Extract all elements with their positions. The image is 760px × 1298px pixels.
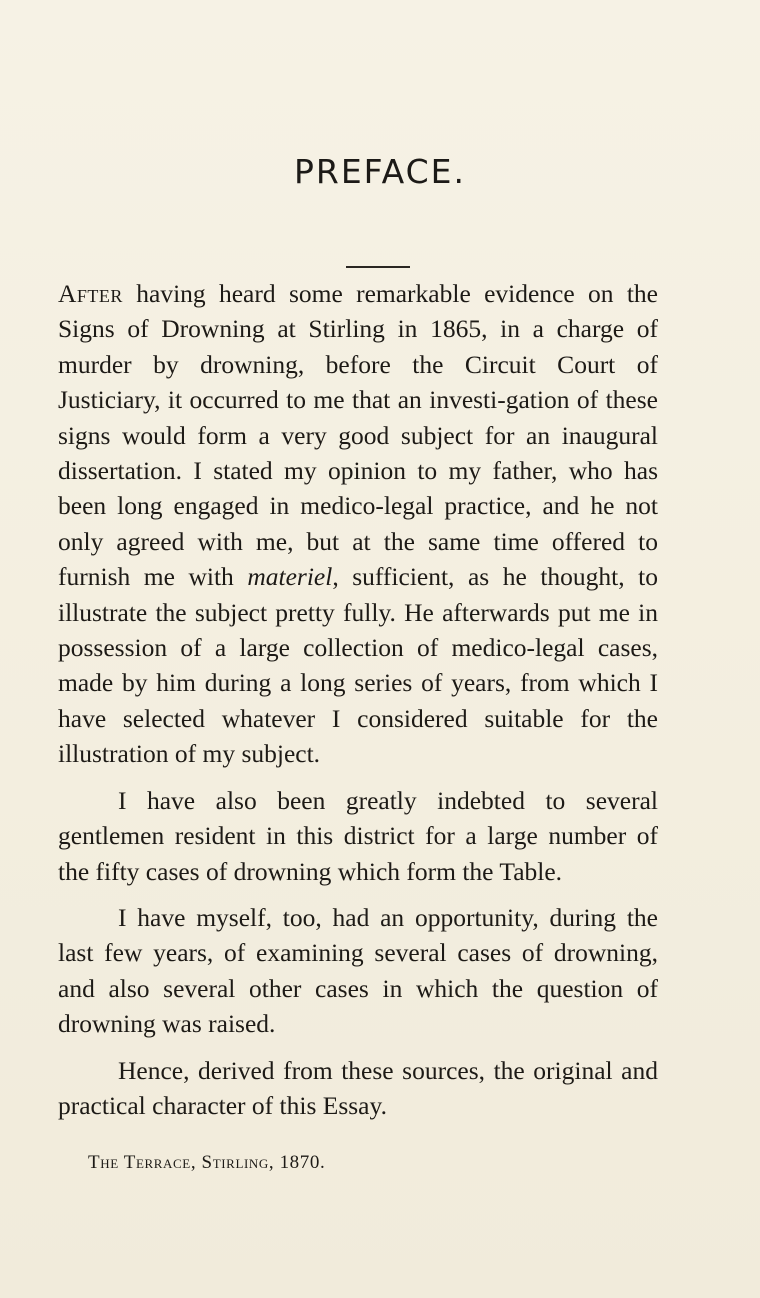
paragraph-4: Hence, derived from these sources, the original and practical character of this Essay. bbox=[58, 1055, 658, 1120]
opening-word: After bbox=[58, 279, 123, 308]
signoff-place-date: The Terrace, Stirling, 1870. bbox=[88, 1152, 326, 1173]
italic-word: materiel bbox=[247, 562, 333, 592]
paragraph-gap bbox=[58, 772, 658, 783]
page-title: PREFACE. bbox=[293, 152, 466, 191]
paragraph-1-text-b: , sufficient, as he thought, to illustrate the subject pretty fully. He afterwards put me in possession of a large collection of medico-legal cases, made by him during a long series of years, from which I have selected whatever I considered suitable for the illustration of my subject. bbox=[58, 562, 658, 769]
title-divider bbox=[346, 266, 410, 268]
paragraph-3: I have myself, too, had an opportunity, during the last few years, of examining several cases of drowning, and also several other cases in which the question of drowning was raised. bbox=[58, 902, 658, 1039]
paragraph-1-text-a: having heard some remarkable evidence on the Signs of Drowning at Stirling in 1865, in a charge of murder by drowning, before the Circuit Court of Justiciary, it occurred to me that an investi-gation of these signs would form a very good subject for an inaugural dissertation. I stated my opinion to my father, who has been long engaged in medico-legal practice, and he not only agreed with me, but at the same time offered to furnish me with bbox=[58, 279, 658, 592]
paragraph-gap bbox=[58, 1042, 658, 1053]
preface-body bbox=[58, 276, 658, 1123]
paragraph-gap bbox=[58, 889, 658, 900]
paragraph-2: I have also been greatly indebted to several gentlemen resident in this district for a large number of the fifty cases of drowning which form the Table. bbox=[58, 785, 658, 886]
paragraph-1 bbox=[58, 276, 658, 772]
